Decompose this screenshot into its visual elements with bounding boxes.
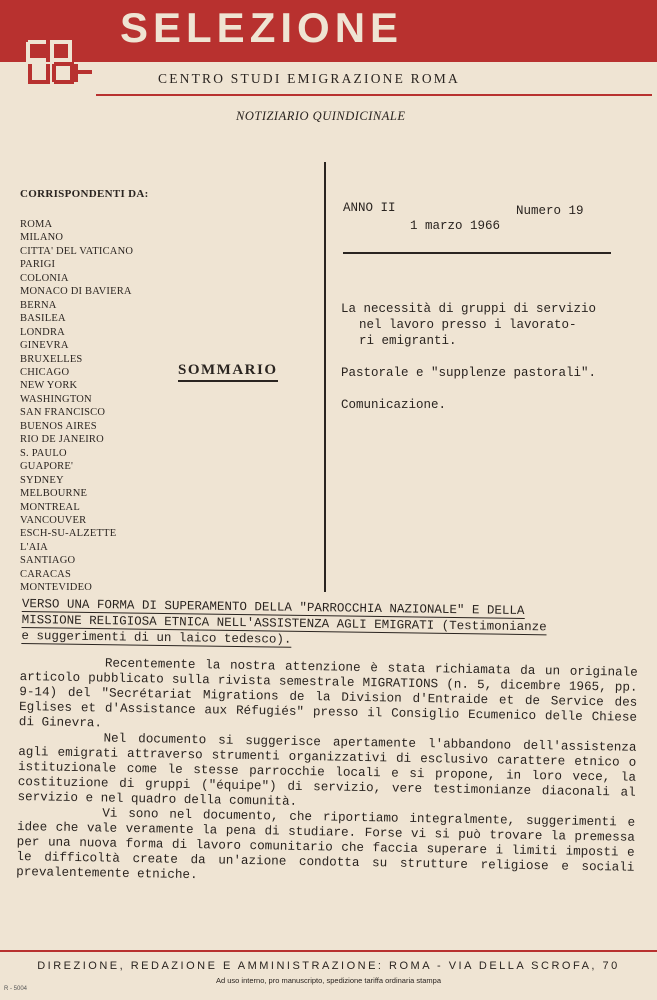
city-item: ESCH-SU-ALZETTE bbox=[20, 528, 117, 540]
city-item: GUAPORE' bbox=[20, 461, 74, 473]
city-item: BERNA bbox=[20, 299, 57, 311]
city-item: MONTREAL bbox=[20, 501, 80, 513]
city-item: SANTIAGO bbox=[20, 555, 76, 567]
city-item: MELBOURNE bbox=[20, 488, 88, 500]
city-item: VANCOUVER bbox=[20, 514, 87, 526]
toc-item-1 bbox=[341, 301, 596, 349]
toc-item-1-line: ri emigranti. bbox=[359, 334, 457, 348]
city-item: SYDNEY bbox=[20, 474, 64, 486]
column-divider bbox=[324, 162, 326, 592]
headline-line: MISSIONE RELIGIOSA ETNICA NELL'ASSISTENZA AGLI EMIGRATI (Testimonianze bbox=[21, 612, 547, 635]
toc-item-2: Pastorale e "supplenze pastorali". bbox=[341, 366, 597, 380]
city-item: PARIGI bbox=[20, 259, 56, 271]
headline-line: e suggerimenti di un laico tedesco). bbox=[21, 628, 292, 647]
city-item: L'AIA bbox=[20, 541, 48, 553]
city-item: MONTEVIDEO bbox=[20, 582, 92, 594]
city-item: ROMA bbox=[20, 219, 53, 230]
city-item: RIO DE JANEIRO bbox=[20, 434, 104, 446]
footer-address: DIREZIONE, REDAZIONE E AMMINISTRAZIONE: ROMA - VIA DELLA SCROFA, 70 bbox=[37, 960, 620, 972]
body-paragraph: Recentemente la nostra attenzione è stata richiamata da un originale articolo pubblicato sulla rivista semestrale MIGRATIONS (n. 5, dicembre 1965, pp. 9-14) del "Secrétariat Migrations de la Division d'Entraide et de Service des Eglises et d'Assistance aux Réfugiés" presso il Consiglio Ecumenico delle Chiese di Ginevra. bbox=[18, 656, 638, 731]
cser-logo-icon bbox=[24, 36, 96, 98]
issue-number: Numero 19 bbox=[516, 204, 584, 218]
publisher-line: CENTRO STUDI EMIGRAZIONE ROMA bbox=[158, 71, 460, 86]
city-item: BASILEA bbox=[20, 313, 66, 325]
city-item: S. PAULO bbox=[20, 447, 67, 459]
masthead-band bbox=[0, 0, 657, 62]
body-paragraph: Nel documento si suggerisce apertamente l'abbandono dell'assistenza agli emigrati attraverso strumenti organizzativi di esclusivo carattere etnico o istituzionale come le stesse parrocchie locali e si propone, in loro vece, la costituzione di gruppi ("équipe") di servizio, vere testimonianze diaconali al servizio e nel quadro della comunità. bbox=[17, 731, 637, 809]
city-item: CHICAGO bbox=[20, 366, 70, 378]
sommario-heading: SOMMARIO bbox=[178, 362, 278, 382]
city-item: WASHINGTON bbox=[20, 393, 92, 405]
masthead-rule bbox=[96, 94, 652, 96]
city-item: LONDRA bbox=[20, 326, 65, 338]
issue-rule bbox=[343, 252, 611, 254]
corner-code: R - 5004 bbox=[4, 986, 28, 992]
article-body bbox=[16, 655, 638, 891]
headline-line: VERSO UNA FORMA DI SUPERAMENTO DELLA "PARROCCHIA NAZIONALE" E DELLA bbox=[21, 596, 525, 619]
issue-date: 1 marzo 1966 bbox=[410, 219, 501, 233]
city-item: SAN FRANCISCO bbox=[20, 407, 106, 419]
city-item: NEW YORK bbox=[20, 380, 78, 392]
masthead-title: SELEZIONE bbox=[120, 4, 404, 51]
city-item: COLONIA bbox=[20, 272, 69, 284]
city-item: MILANO bbox=[20, 232, 64, 244]
footer-note: Ad uso interno, pro manuscripto, spedizione tariffa ordinaria stampa bbox=[216, 976, 441, 985]
city-item: CARACAS bbox=[20, 568, 71, 580]
city-item: BRUXELLES bbox=[20, 353, 83, 365]
city-item: BUENOS AIRES bbox=[20, 420, 97, 432]
issue-year: ANNO II bbox=[343, 201, 396, 215]
footer-rule bbox=[0, 950, 657, 952]
correspondents-heading: CORRISPONDENTI DA: bbox=[20, 188, 149, 200]
notiziario-label: NOTIZIARIO QUINDICINALE bbox=[236, 109, 406, 123]
city-item: GINEVRA bbox=[20, 340, 69, 352]
toc-item-1-line: La necessità di gruppi di servizio bbox=[341, 302, 597, 316]
toc-item-1-line: nel lavoro presso i lavorato- bbox=[359, 318, 577, 332]
body-paragraph: Vi sono nel documento, che riportiamo integralmente, suggerimenti e idee che vale veramente la pena di studiare. Forse vi si può trovare la premessa per una nuova forma di lavoro comunitario che faccia superare i limiti imposti e le difficoltà create da un'azione condotta su strutture religiose e sociali prevalentemente etniche. bbox=[16, 806, 636, 883]
toc-item-3: Comunicazione. bbox=[341, 398, 447, 412]
article-headline bbox=[21, 596, 612, 652]
city-item: MONACO DI BAVIERA bbox=[20, 286, 132, 298]
correspondent-city-list bbox=[20, 218, 133, 595]
city-item: CITTA' DEL VATICANO bbox=[20, 245, 134, 257]
